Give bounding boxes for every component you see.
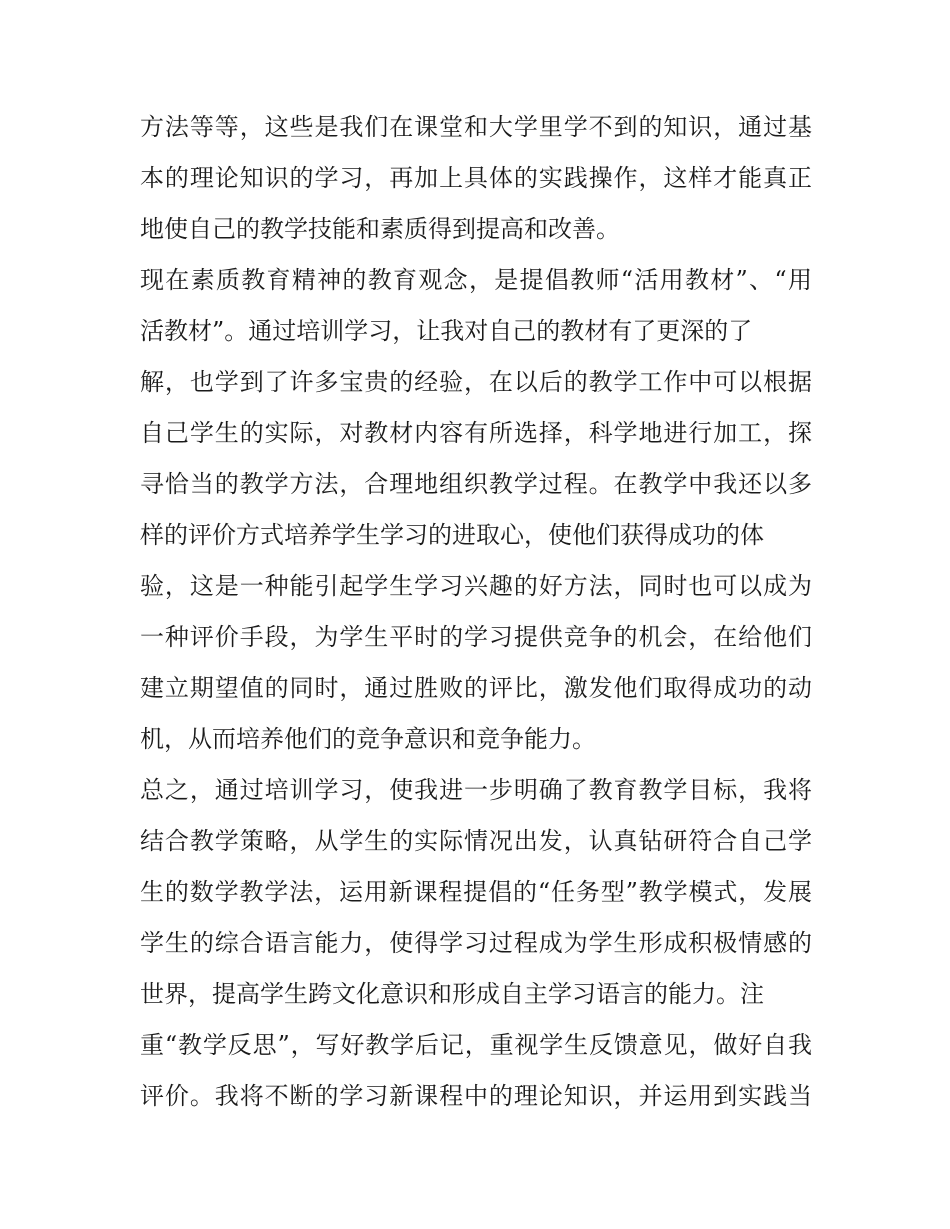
text-line: 评价。我将不断的学习新课程中的理论知识，并运用到实践当 [140,1082,812,1110]
text-line: 寻恰当的教学方法，合理地组织教学过程。在教学中我还以多 [140,470,812,498]
text-line: 一种评价手段，为学生平时的学习提供竞争的机会，在给他们 [140,623,812,651]
text-line: 总之，通过培训学习，使我进一步明确了教育教学目标，我将 [140,776,812,804]
text-line: 学生的综合语言能力，使得学习过程成为学生形成积极情感的 [140,929,812,957]
text-line: 生的数学教学法，运用新课程提倡的“任务型”教学模式，发展 [140,878,812,906]
text-line: 结合教学策略，从学生的实际情况出发，认真钻研符合自己学 [140,827,812,855]
text-line: 现在素质教育精神的教育观念，是提倡教师“活用教材”、“用 [140,266,812,294]
text-line: 样的评价方式培养学生学习的进取心，使他们获得成功的体 [140,521,764,549]
text-line: 自己学生的实际，对教材内容有所选择，科学地进行加工，探 [140,419,812,447]
text-line: 本的理论知识的学习，再加上具体的实践操作，这样才能真正 [140,164,812,192]
paragraph-2 [140,255,812,765]
text-line: 机，从而培养他们的竞争意识和竞争能力。 [140,725,596,753]
text-line: 地使自己的教学技能和素质得到提高和改善。 [140,215,620,243]
text-line: 世界，提高学生跨文化意识和形成自主学习语言的能力。注 [140,980,764,1008]
document-body [140,102,812,1122]
text-line: 验，这是一种能引起学生学习兴趣的好方法，同时也可以成为 [140,572,812,600]
text-line: 建立期望值的同时，通过胜败的评比，激发他们取得成功的动 [140,674,812,702]
paragraph-1 [140,102,812,255]
paragraph-3 [140,765,812,1122]
text-line: 解，也学到了许多宝贵的经验，在以后的教学工作中可以根据 [140,368,812,396]
text-line: 方法等等，这些是我们在课堂和大学里学不到的知识，通过基 [140,113,812,141]
text-line: 重“教学反思”，写好教学后记，重视学生反馈意见，做好自我 [140,1031,812,1059]
text-line: 活教材”。通过培训学习，让我对自己的教材有了更深的了 [140,317,753,345]
